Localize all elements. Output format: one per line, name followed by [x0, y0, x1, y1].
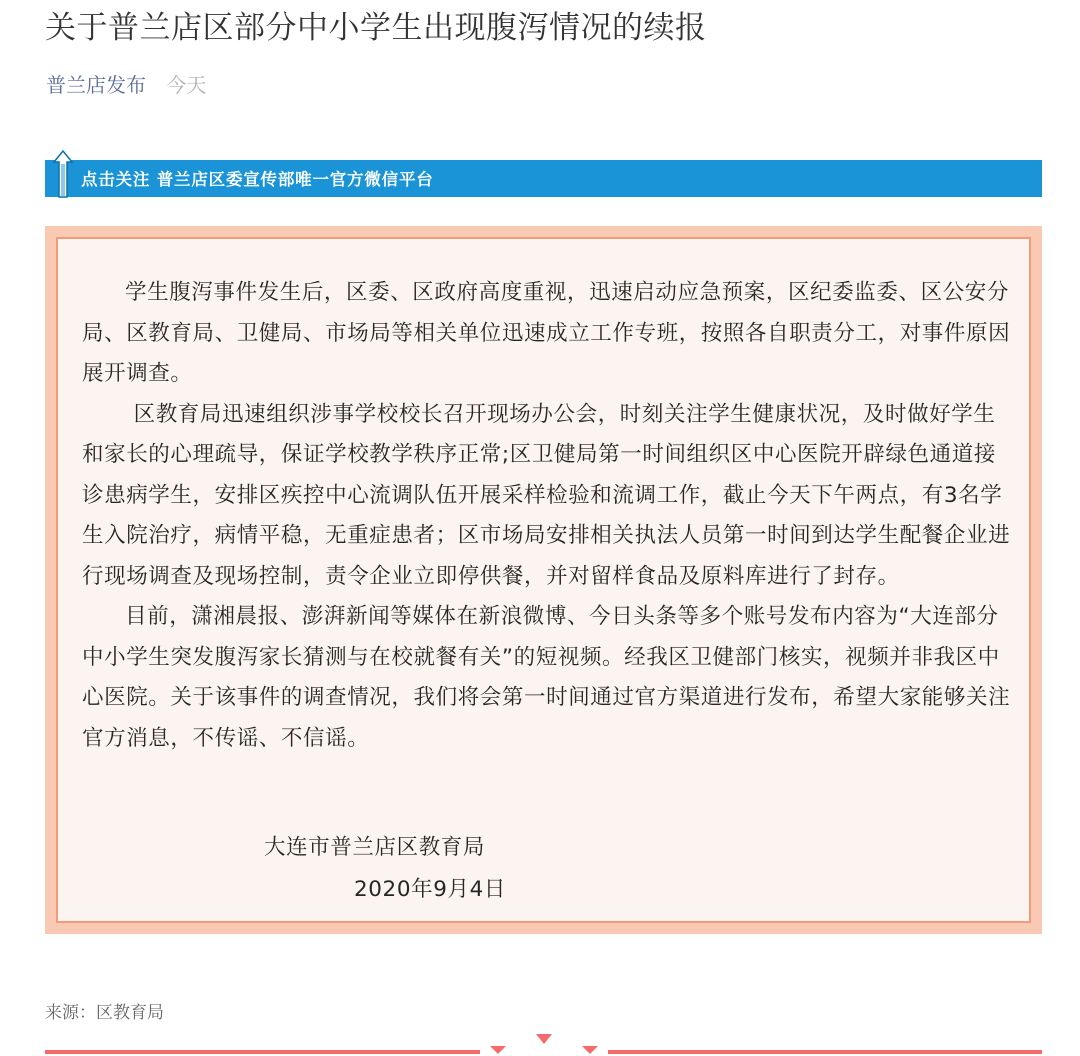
article-meta: [46, 70, 206, 100]
signature-date: 2020年9月4日: [354, 877, 506, 902]
follow-banner-text: 点击关注 普兰店区委宣传部唯一官方微信平台: [81, 170, 434, 189]
signature-org: 大连市普兰店区教育局: [264, 835, 486, 860]
publish-date: 今天: [166, 73, 207, 97]
divider-bar-left: [45, 1050, 480, 1054]
divider-bar-right: [608, 1050, 1042, 1054]
up-arrow-icon: [52, 150, 74, 198]
follow-banner[interactable]: [45, 160, 1042, 197]
notice-paragraph: 目前，潇湘晨报、澎湃新闻等媒体在新浪微博、今日头条等多个账号发布内容为“大连部分中小学生突发腹泻家长猜测与在校就餐有关”的短视频。经我区卫健部门核实，视频并非我区中心医院。关于该事件的调查情况，我们将会第一时间通过官方渠道进行发布，希望大家能够关注官方消息，不传谣、不信谣。: [82, 604, 1011, 751]
notice-body: [82, 273, 1012, 759]
source-line: 来源：区教育局: [45, 1003, 164, 1023]
account-name-link[interactable]: 普兰店发布: [46, 73, 146, 97]
notice-inner-frame: [56, 237, 1031, 923]
notice-paragraph: 学生腹泻事件发生后，区委、区政府高度重视，迅速启动应急预案，区纪委监委、区公安分局、区教育局、卫健局、市场局等相关单位迅速成立工作专班，按照各自职责分工，对事件原因展开调查。: [82, 280, 1011, 386]
signature-block: [264, 827, 506, 911]
notice-paragraph: 区教育局迅速组织涉事学校校长召开现场办公会，时刻关注学生健康状况，及时做好学生和家长的心理疏导，保证学校教学秩序正常;区卫健局第一时间组织区中心医院开辟绿色通道接诊患病学生，安排区疾控中心流调队伍开展采样检验和流调工作，截止今天下午两点，有3名学生入院治疗，病情平稳，无重症患者；区市场局安排相关执法人员第一时间到达学生配餐企业进行现场调查及现场控制，责令企业立即停供餐，并对留样食品及原料库进行了封存。: [82, 401, 1011, 589]
divider-triangles-icon: [480, 1030, 608, 1056]
article-title: 关于普兰店区部分中小学生出现腹泻情况的续报: [45, 10, 707, 46]
footer-divider: [45, 1030, 1042, 1056]
notice-box: [45, 226, 1042, 934]
